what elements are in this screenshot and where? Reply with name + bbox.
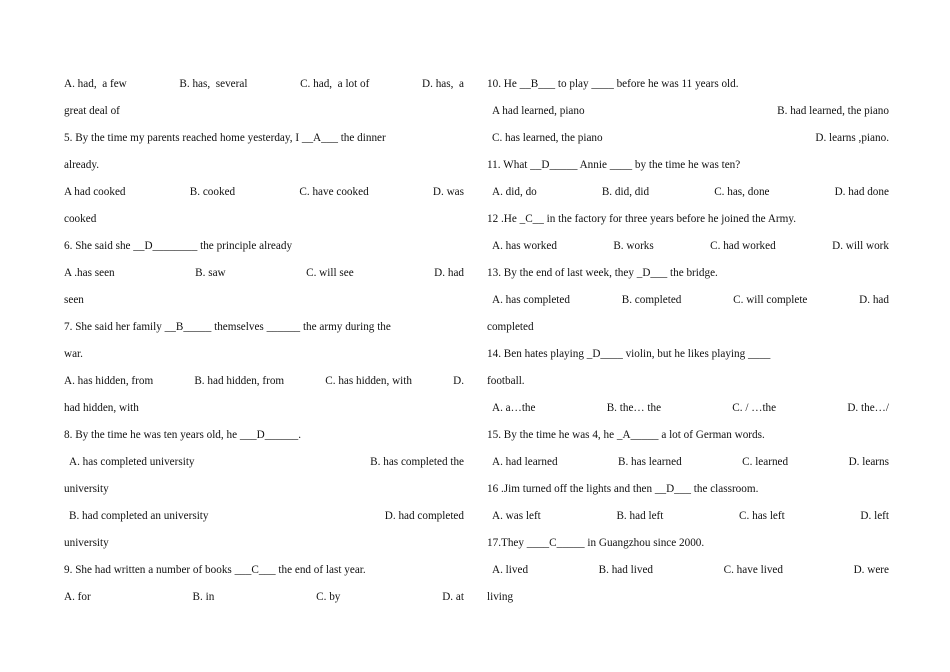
answer-option: D. learns bbox=[848, 456, 889, 468]
answer-option: A. has completed bbox=[492, 294, 570, 306]
answer-options-line bbox=[64, 449, 464, 476]
text-line: living bbox=[487, 591, 514, 603]
text-line: football. bbox=[487, 375, 525, 387]
text-line: 8. By the time he was ten years old, he ___D______. bbox=[64, 429, 302, 441]
answer-option: B. in bbox=[192, 591, 215, 603]
right-column bbox=[487, 71, 889, 611]
answer-options-line bbox=[64, 584, 464, 611]
left-column bbox=[64, 71, 464, 611]
text-line: already. bbox=[64, 159, 99, 171]
text-line: 16 .Jim turned off the lights and then __D___ the classroom. bbox=[487, 483, 759, 495]
text-line: 5. By the time my parents reached home yesterday, I __A___ the dinner bbox=[64, 132, 386, 144]
answer-option: B. the… the bbox=[606, 402, 662, 414]
text-line: university bbox=[64, 483, 109, 495]
text-line: 13. By the end of last week, they _D___ the bridge. bbox=[487, 267, 718, 279]
text-line: had hidden, with bbox=[64, 402, 139, 414]
text-line: great deal of bbox=[64, 105, 120, 117]
answer-option: B. completed bbox=[621, 294, 682, 306]
answer-option: C. will complete bbox=[733, 294, 808, 306]
answer-option: B. had hidden, from bbox=[194, 375, 285, 387]
answer-option: D. learns ,piano. bbox=[815, 132, 889, 144]
answer-option: D. bbox=[453, 375, 464, 387]
text-line: war. bbox=[64, 348, 83, 360]
answer-option: C. had worked bbox=[710, 240, 776, 252]
answer-option: C. had, a lot of bbox=[300, 78, 370, 90]
text-line: 12 .He _C__ in the factory for three years before he joined the Army. bbox=[487, 213, 796, 225]
answer-option: C. have lived bbox=[723, 564, 783, 576]
answer-option: C. has hidden, with bbox=[325, 375, 412, 387]
answer-options-line bbox=[487, 179, 889, 206]
answer-option: D. had bbox=[859, 294, 889, 306]
answer-option: C. has learned, the piano bbox=[492, 132, 603, 144]
text-line: 11. What __D_____ Annie ____ by the time he was ten? bbox=[487, 159, 741, 171]
answer-option: A. lived bbox=[492, 564, 529, 576]
answer-option: B. did, did bbox=[601, 186, 650, 198]
answer-option: B. has completed the bbox=[370, 456, 464, 468]
text-line: 6. She said she __D________ the principle already bbox=[64, 240, 293, 252]
answer-option: D. had done bbox=[834, 186, 889, 198]
answer-option: D. left bbox=[860, 510, 889, 522]
answer-option: D. was bbox=[432, 186, 464, 198]
answer-option: B. has learned bbox=[618, 456, 682, 468]
answer-option: D. at bbox=[442, 591, 464, 603]
answer-option: C. has left bbox=[739, 510, 785, 522]
answer-options-line bbox=[64, 179, 464, 206]
answer-option: B. had lived bbox=[598, 564, 654, 576]
answer-option: C. have cooked bbox=[299, 186, 369, 198]
answer-options-line bbox=[64, 368, 464, 395]
answer-option: D. had completed bbox=[384, 510, 464, 522]
text-line: 17.They ____C_____ in Guangzhou since 2000. bbox=[487, 537, 705, 549]
answer-option: D. will work bbox=[832, 240, 889, 252]
answer-option: B. had learned, the piano bbox=[777, 105, 889, 117]
text-line: seen bbox=[64, 294, 84, 306]
answer-option: D. the…/ bbox=[847, 402, 889, 414]
answer-option: A. a…the bbox=[492, 402, 536, 414]
answer-options-line bbox=[487, 125, 889, 152]
text-line: 7. She said her family __B_____ themselves ______ the army during the bbox=[64, 321, 391, 333]
answer-option: C. by bbox=[316, 591, 341, 603]
answer-option: B. saw bbox=[195, 267, 226, 279]
answer-option: A. for bbox=[64, 591, 91, 603]
text-line: cooked bbox=[64, 213, 97, 225]
answer-options-line bbox=[487, 557, 889, 584]
answer-option: C. has, done bbox=[714, 186, 770, 198]
text-line: completed bbox=[487, 321, 534, 333]
answer-options-line bbox=[64, 260, 464, 287]
answer-option: A .has seen bbox=[64, 267, 115, 279]
answer-option: B. had completed an university bbox=[69, 510, 209, 522]
answer-options-line bbox=[487, 395, 889, 422]
answer-option: B. had left bbox=[616, 510, 664, 522]
text-line: 10. He __B___ to play ____ before he was 11 years old. bbox=[487, 78, 739, 90]
answer-options-line bbox=[487, 98, 889, 125]
answer-option: A. has hidden, from bbox=[64, 375, 154, 387]
answer-option: D. has, a bbox=[422, 78, 464, 90]
text-line: university bbox=[64, 537, 109, 549]
answer-option: B. works bbox=[613, 240, 654, 252]
answer-option: B. cooked bbox=[189, 186, 236, 198]
answer-option: D. had bbox=[434, 267, 464, 279]
answer-option: A. has worked bbox=[492, 240, 557, 252]
answer-options-line bbox=[487, 449, 889, 476]
answer-options-line bbox=[487, 287, 889, 314]
text-line: 14. Ben hates playing _D____ violin, but he likes playing ____ bbox=[487, 348, 771, 360]
answer-options-line bbox=[64, 71, 464, 98]
answer-option: C. will see bbox=[306, 267, 354, 279]
answer-options-line bbox=[64, 503, 464, 530]
answer-option: A had learned, piano bbox=[492, 105, 585, 117]
answer-option: C. / …the bbox=[732, 402, 777, 414]
answer-option: A. has completed university bbox=[69, 456, 195, 468]
answer-option: A. had learned bbox=[492, 456, 558, 468]
answer-options-line bbox=[487, 503, 889, 530]
answer-option: A. was left bbox=[492, 510, 541, 522]
answer-option: B. has, several bbox=[179, 78, 248, 90]
answer-option: A had cooked bbox=[64, 186, 126, 198]
text-line: 15. By the time he was 4, he _A_____ a lot of German words. bbox=[487, 429, 765, 441]
answer-option: C. learned bbox=[742, 456, 789, 468]
text-line: 9. She had written a number of books ___C___ the end of last year. bbox=[64, 564, 366, 576]
answer-option: A. had, a few bbox=[64, 78, 127, 90]
answer-options-line bbox=[487, 233, 889, 260]
answer-option: A. did, do bbox=[492, 186, 537, 198]
answer-option: D. were bbox=[853, 564, 889, 576]
